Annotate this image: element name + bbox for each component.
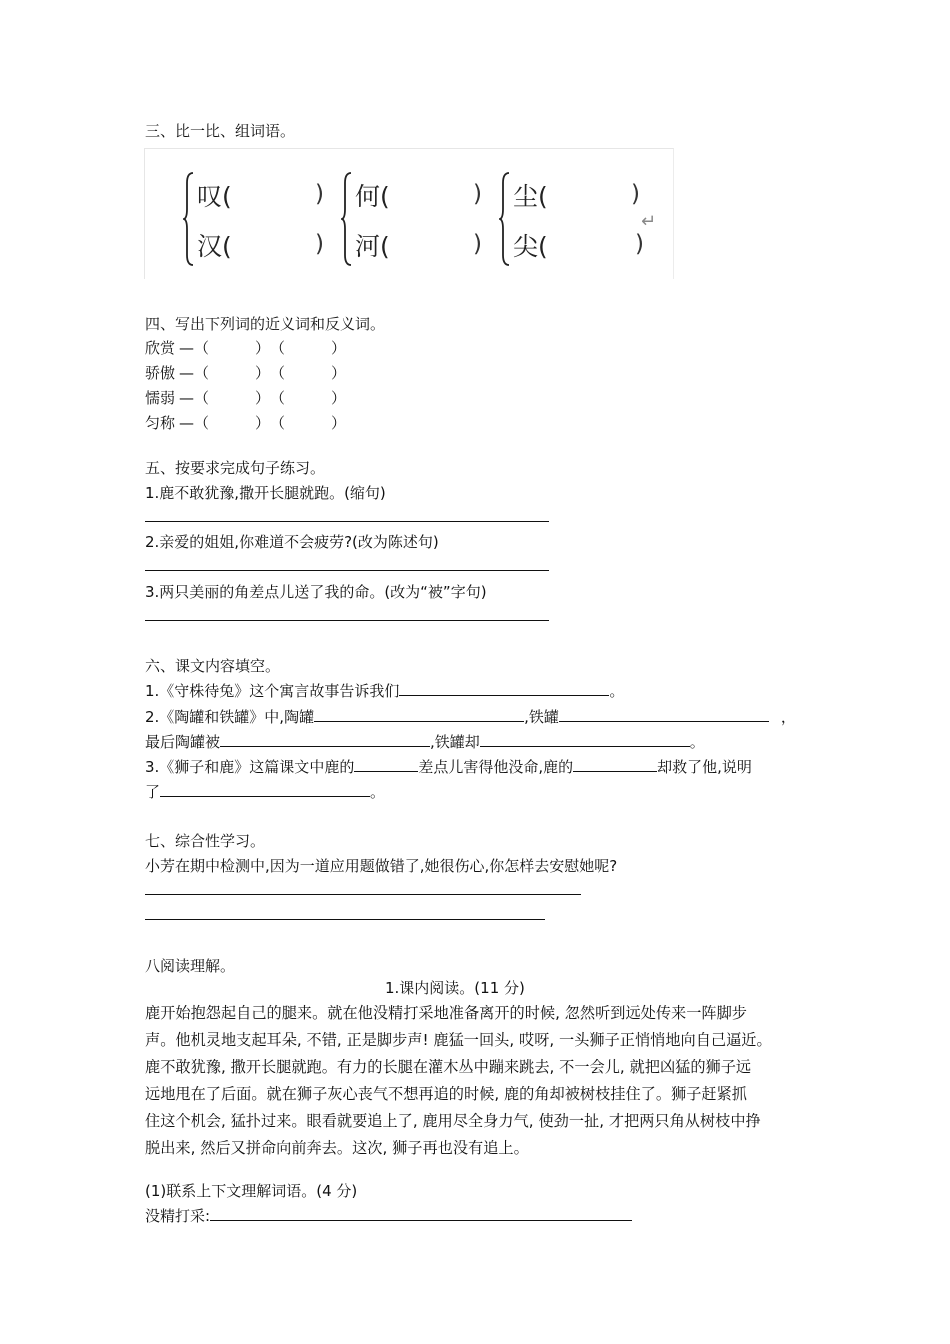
passage-line: 声。他机灵地支起耳朵, 不错, 正是脚步声! 鹿猛一回头, 哎呀, 一头狮子正悄悄地向自己逼近。: [145, 1031, 772, 1049]
answer-line[interactable]: [145, 521, 549, 522]
passage-line: 住这个机会, 猛扑过来。眼看就要追上了, 鹿用尽全身力气, 使劲一扯, 才把两只角从树枝中挣: [145, 1112, 761, 1130]
blank[interactable]: [354, 757, 418, 772]
compare-char-bottom: 汉(: [197, 232, 232, 261]
return-icon: ↵: [641, 211, 657, 232]
answer-line[interactable]: [145, 620, 549, 621]
compare-char-bottom: 尖(: [513, 232, 548, 261]
word: 懦弱: [145, 389, 176, 407]
section-4-title: 四、写出下列词的近义词和反义词。: [145, 315, 386, 333]
answer-line[interactable]: [145, 570, 549, 571]
section-7-title: 七、综合性学习。: [145, 832, 266, 850]
right-paren: ): [635, 231, 644, 257]
fill-q3-cont: 了 。: [145, 783, 386, 801]
compare-char-bottom: 河(: [355, 232, 390, 261]
reading-subtitle: 1.课内阅读。(11 分): [385, 979, 525, 997]
compare-char-top: 尘(: [513, 182, 548, 211]
right-paren: ): [315, 181, 324, 207]
blank[interactable]: [314, 707, 524, 722]
reading-q1-title: (1)联系上下文理解词语。(4 分): [145, 1182, 358, 1200]
passage-line: 鹿不敢犹豫, 撒开长腿就跑。有力的长腿在灌木丛中蹦来跳去, 不一会儿, 就把凶猛的狮子远: [145, 1058, 752, 1076]
blank[interactable]: [573, 757, 657, 772]
fill-q1: 1.《守株待兔》这个寓言故事告诉我们 。: [145, 682, 625, 700]
blank[interactable]: [399, 681, 609, 696]
answer-line[interactable]: [145, 894, 581, 895]
word: 欣赏: [145, 339, 176, 357]
synonym-row: 懦弱 —（ ）（ ）: [145, 389, 347, 407]
passage-line: 脱出来, 然后又拼命向前奔去。这次, 狮子再也没有追上。: [145, 1139, 529, 1157]
brace-icon: [341, 171, 353, 267]
word: 匀称: [145, 414, 176, 432]
word: 骄傲: [145, 364, 176, 382]
fill-q2-cont: 最后陶罐被 ,铁罐却 。: [145, 733, 705, 751]
fill-q2: 2.《陶罐和铁罐》中,陶罐 ,铁罐 ，: [145, 708, 796, 726]
reading-passage: [145, 1000, 810, 1162]
section-8-title: 八阅读理解。: [145, 957, 236, 975]
right-paren: ): [631, 181, 640, 207]
sentence-item-1: 1.鹿不敢犹豫,撒开长腿就跑。(缩句): [145, 484, 386, 502]
sentence-item-3: 3.两只美丽的角差点儿送了我的命。(改为“被”字句): [145, 583, 487, 601]
right-paren: ): [315, 231, 324, 257]
brace-icon: [499, 171, 511, 267]
right-paren: ): [473, 231, 482, 257]
blank[interactable]: [210, 1206, 632, 1221]
compare-char-top: 叹(: [197, 182, 232, 211]
blank[interactable]: [559, 707, 769, 722]
blank[interactable]: [480, 732, 690, 747]
section-5-title: 五、按要求完成句子练习。: [145, 459, 326, 477]
blank[interactable]: [160, 782, 370, 797]
right-paren: ): [473, 181, 482, 207]
answer-line[interactable]: [145, 919, 545, 920]
section-7-question: 小芳在期中检测中,因为一道应用题做错了,她很伤心,你怎样去安慰她呢?: [145, 857, 618, 875]
word-compare-box: [144, 148, 674, 279]
synonym-row: 匀称 —（ ）（ ）: [145, 414, 347, 432]
passage-line: 远地甩在了后面。就在狮子灰心丧气不想再追的时候, 鹿的角却被树枝挂住了。狮子赶紧抓: [145, 1085, 747, 1103]
synonym-row: 欣赏 —（ ）（ ）: [145, 339, 347, 357]
sentence-item-2: 2.亲爱的姐姐,你难道不会疲劳?(改为陈述句): [145, 533, 439, 551]
blank[interactable]: [220, 732, 430, 747]
brace-icon: [183, 171, 195, 267]
passage-line: 鹿开始抱怨起自己的腿来。就在他没精打采地准备离开的时候, 忽然听到远处传来一阵脚步: [145, 1004, 747, 1022]
synonym-row: 骄傲 —（ ）（ ）: [145, 364, 347, 382]
section-6-title: 六、课文内容填空。: [145, 657, 281, 675]
fill-q3: 3.《狮子和鹿》这篇课文中鹿的 差点儿害得他没命,鹿的 却救了他,说明: [145, 758, 752, 776]
reading-q1: 没精打采:: [145, 1205, 632, 1226]
section-3-title: 三、比一比、组词语。: [145, 122, 296, 140]
compare-char-top: 何(: [355, 182, 390, 211]
